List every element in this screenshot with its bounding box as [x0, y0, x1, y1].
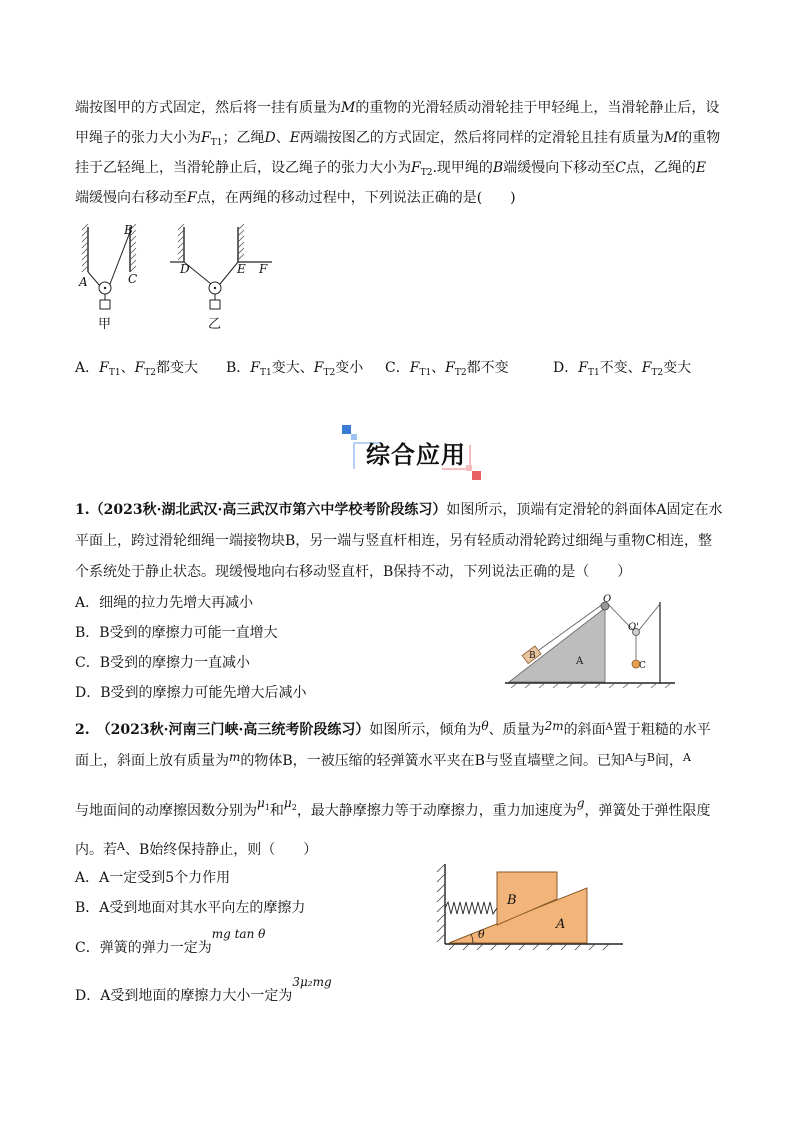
q1-figure — [505, 592, 685, 692]
q1-line-1: 1.（2023秋·湖北武汉·高三武汉市第六中学校考阶段练习）如图所示，顶端有定滑轮的斜面体A固定在水 — [75, 502, 723, 518]
fig-label-C: C — [128, 272, 138, 286]
q2-fig-label-theta: θ — [478, 928, 485, 941]
intro-line-1: 端按图甲的方式固定，然后将一挂有质量为M的重物的光滑轻质动滑轮挂于甲轻绳上，当滑轮静止后，设 — [75, 100, 720, 116]
q2-line-1: 2. （2023秋·河南三门峡·高三统考阶段练习）如图所示，倾角为θ、质量为2m的斜面$^A$置于粗糙的水平 — [75, 719, 711, 738]
q2-figure — [433, 862, 633, 952]
intro-option-d[interactable]: D．$F_{T1}$不变、$F_{T2}$变大 — [553, 360, 692, 378]
intro-line-3: 挂于乙轻绳上，当滑轮静止后，设乙绳子的张力大小为$F_{T2}$.现甲绳的B端缓慢向下移动至C点，乙绳的E — [75, 160, 707, 178]
intro-option-b[interactable]: B．$F_{T1}$变大、$F_{T2}$变小 — [226, 360, 364, 378]
fig-label-D: D — [180, 262, 190, 276]
q2-option-c[interactable]: C．弹簧的弹力一定为mg tan θ — [75, 927, 266, 956]
var-M: M — [341, 100, 356, 116]
intro-line-2: 甲绳子的张力大小为$F_{T1}$；乙绳D、E两端按图乙的方式固定，然后将同样的定滑轮且挂有质量为M的重物 — [75, 130, 721, 148]
q2-fig-label-A: A — [556, 917, 566, 932]
fig-label-A: A — [79, 275, 88, 289]
q1-option-b[interactable]: B．B受到的摩擦力可能一直增大 — [75, 625, 278, 641]
q1-fig-label-A: A — [576, 656, 584, 667]
q1-line-2: 平面上，跨过滑轮细绳一端接物块B，另一端与竖直杆相连，另有轻质动滑轮跨过细绳与重物C相连，整 — [75, 533, 712, 549]
section-banner — [342, 425, 487, 485]
fig-label-F: F — [259, 262, 268, 276]
q1-fig-label-B: B — [529, 651, 536, 661]
q2-line-3: 与地面间的动摩擦因数分别为$\mu^1$和$\mu^2$，最大静摩擦力等于动摩擦力，重力加速度为g，弹簧处于弹性限度 — [75, 796, 711, 819]
fig-label-B: B — [124, 223, 133, 237]
fig-label-E: E — [237, 262, 246, 276]
q2-line-2: 面上，斜面上放有质量为m的物体B，一被压缩的轻弹簧水平夹在B与竖直墙壁之间。已知$^A$与$^B$间，$^A$ — [75, 750, 691, 769]
intro-option-c[interactable]: C．$F_{T1}$、$F_{T2}$都不变 — [385, 360, 509, 378]
q1-option-d[interactable]: D．B受到的摩擦力可能先增大后减小 — [75, 685, 307, 701]
q1-option-a[interactable]: A．细绳的拉力先增大再减小 — [75, 595, 254, 611]
figure-yi — [168, 222, 278, 342]
q1-fig-label-O: O — [603, 594, 612, 605]
q1-option-c[interactable]: C．B受到的摩擦力一直减小 — [75, 655, 250, 671]
q1-fig-label-O2: O' — [628, 622, 639, 633]
q2-fig-label-B: B — [507, 893, 517, 908]
q2-option-a[interactable]: A．A一定受到5个力作用 — [75, 870, 231, 886]
q1-line-3: 个系统处于静止状态。现缓慢地向右移动竖直杆，B保持不动，下列说法正确的是（ ） — [75, 564, 632, 580]
q1-fig-label-C: C — [639, 661, 646, 671]
q2-option-b[interactable]: B．A受到地面对其水平向左的摩擦力 — [75, 900, 306, 916]
intro-option-a[interactable]: A．$F_{T1}$、$F_{T2}$都变大 — [75, 360, 199, 378]
banner-title: 综合应用 — [366, 441, 466, 469]
fig-caption-yi: 乙 — [208, 317, 222, 332]
fig-caption-jia: 甲 — [98, 317, 112, 332]
q2-option-d[interactable]: D．A受到地面的摩擦力大小一定为3μ₂mg — [75, 975, 332, 1004]
intro-line-4: 端缓慢向右移动至F点，在两绳的移动过程中，下列说法正确的是( ) — [75, 190, 516, 206]
q2-line-4: 内。若$^A$、B始终保持静止，则（ ） — [75, 840, 318, 858]
